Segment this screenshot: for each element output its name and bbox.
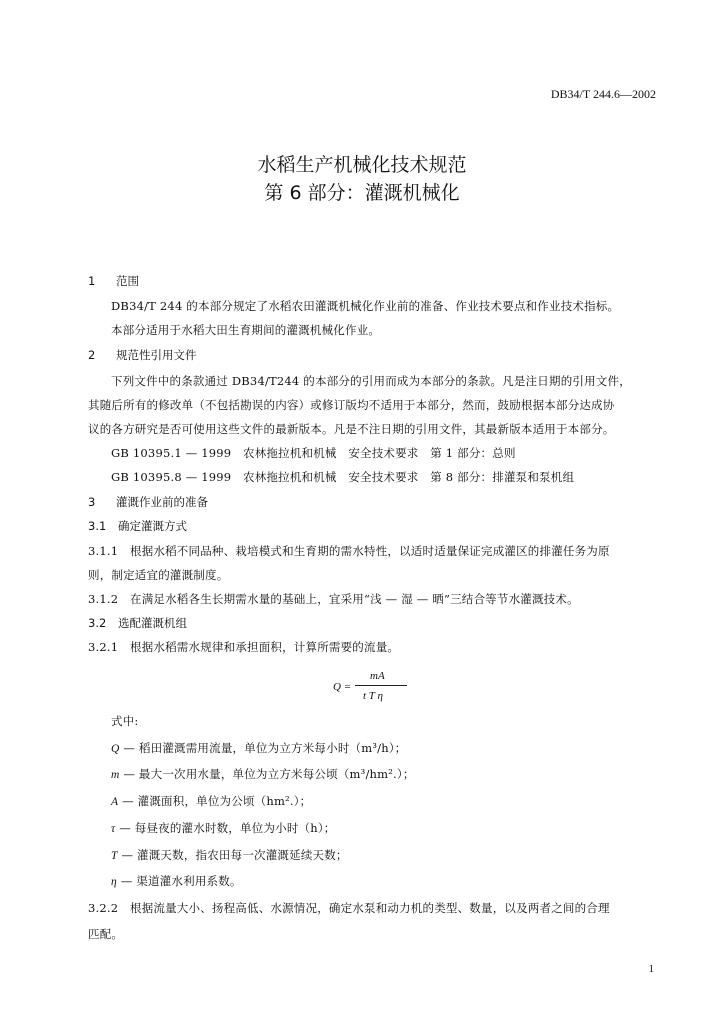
symbol: η xyxy=(111,876,117,888)
symbol: A xyxy=(111,796,119,808)
definition-text: — 每昼夜的灌水时数，单位为小时（h）； xyxy=(119,821,336,835)
clause-number: 3.1.2 xyxy=(88,592,119,606)
fraction-line xyxy=(355,685,407,686)
subsection-number: 3.1 xyxy=(88,519,107,533)
section-number: 1 xyxy=(88,274,96,288)
symbol: m xyxy=(111,769,120,781)
formula-denominator: t T η xyxy=(363,690,383,702)
definition-text: — 最大一次用水量，单位为立方米每公顷（m³/hm².）； xyxy=(123,767,415,781)
clause-3-1-1 xyxy=(88,543,610,559)
page-number: 1 xyxy=(648,963,654,975)
where-label: 式中: xyxy=(111,714,139,728)
section-2-heading xyxy=(88,347,197,363)
section-number: 2 xyxy=(88,348,96,362)
paragraph: 下列文件中的条款通过 DB34/T244 的本部分的引用而成为本部分的条款。凡是注日期的引用文件， xyxy=(111,374,631,388)
subsection-3-1-heading xyxy=(88,518,187,534)
paragraph: 议的各方研究是否可使用这些文件的最新版本。凡是不注日期的引用文件，其最新版本适用于本部分。 xyxy=(88,422,615,436)
paragraph: 则，制定适宜的灌溉制度。 xyxy=(88,568,229,582)
definition-text: — 渠道灌水利用系数。 xyxy=(120,874,242,888)
section-title: 灌溉作业前的准备 xyxy=(116,495,208,509)
reference-item: GB 10395.1 — 1999 农林拖拉机和机械 安全技术要求 第 1 部分：总则 xyxy=(111,446,516,460)
symbol: τ xyxy=(111,823,116,835)
section-1-heading xyxy=(88,273,139,289)
clause-text: 根据水稻不同品种、栽培模式和生育期的需水特性，以适时适量保证完成灌区的排灌任务为原 xyxy=(130,544,610,558)
clause-3-2-1 xyxy=(88,639,399,655)
definition-text: — 稻田灌溉需用流量，单位为立方米每小时（m³/h）； xyxy=(123,741,407,755)
clause-number: 3.1.1 xyxy=(88,544,119,558)
document-subtitle: 第 6 部分：灌溉机械化 xyxy=(264,182,460,204)
section-3-heading xyxy=(88,494,208,510)
subsection-number: 3.2 xyxy=(88,616,107,630)
clause-number: 3.2.2 xyxy=(88,901,119,915)
definition-item xyxy=(111,793,311,809)
formula-lhs: Q = xyxy=(333,681,352,693)
definition-text: — 灌溉天数，指农田每一次灌溉延续天数； xyxy=(121,848,348,862)
definition-item xyxy=(111,820,336,836)
section-number: 3 xyxy=(88,495,96,509)
clause-text: 根据水稻需水规律和承担面积，计算所需要的流量。 xyxy=(130,640,400,654)
definition-item xyxy=(111,740,406,756)
paragraph: 匹配。 xyxy=(88,927,124,941)
definition-item xyxy=(111,847,348,863)
formula-numerator: mA xyxy=(370,670,385,682)
clause-3-2-2 xyxy=(88,900,610,916)
reference-item: GB 10395.8 — 1999 农林拖拉机和机械 安全技术要求 第 8 部分：排灌泵和泵机组 xyxy=(111,470,575,484)
paragraph: 本部分适用于水稻大田生育期间的灌溉机械化作业。 xyxy=(111,323,381,337)
clause-number: 3.2.1 xyxy=(88,640,119,654)
document-title: 水稻生产机械化技术规范 xyxy=(257,154,467,176)
clause-3-1-2 xyxy=(88,591,579,607)
definition-item xyxy=(111,873,242,889)
definition-text: — 灌溉面积，单位为公顷（hm².）； xyxy=(122,794,312,808)
subsection-3-2-heading xyxy=(88,615,187,631)
standard-number: DB34/T 244.6—2002 xyxy=(550,87,656,101)
subsection-title: 确定灌溉方式 xyxy=(118,519,187,533)
clause-text: 根据流量大小、扬程高低、水源情况，确定水泵和动力机的类型、数量，以及两者之间的合理 xyxy=(130,901,610,915)
clause-text: 在满足水稻各生长期需水量的基础上，宜采用“浅 — 湿 — 晒”三结合等节水灌溉技术。 xyxy=(130,592,579,606)
section-title: 规范性引用文件 xyxy=(116,348,197,362)
definition-item xyxy=(111,766,415,782)
subsection-title: 选配灌溉机组 xyxy=(118,616,187,630)
symbol: Q xyxy=(111,743,120,755)
paragraph: DB34/T 244 的本部分规定了水稻农田灌溉机械化作业前的准备、作业技术要点和作业技术指标。 xyxy=(111,299,620,313)
symbol: T xyxy=(111,850,118,862)
section-title: 范围 xyxy=(116,274,139,288)
paragraph: 其随后所有的修改单（不包括勘误的内容）或修订版均不适用于本部分，然而，鼓励根据本部分达成协 xyxy=(88,398,615,412)
